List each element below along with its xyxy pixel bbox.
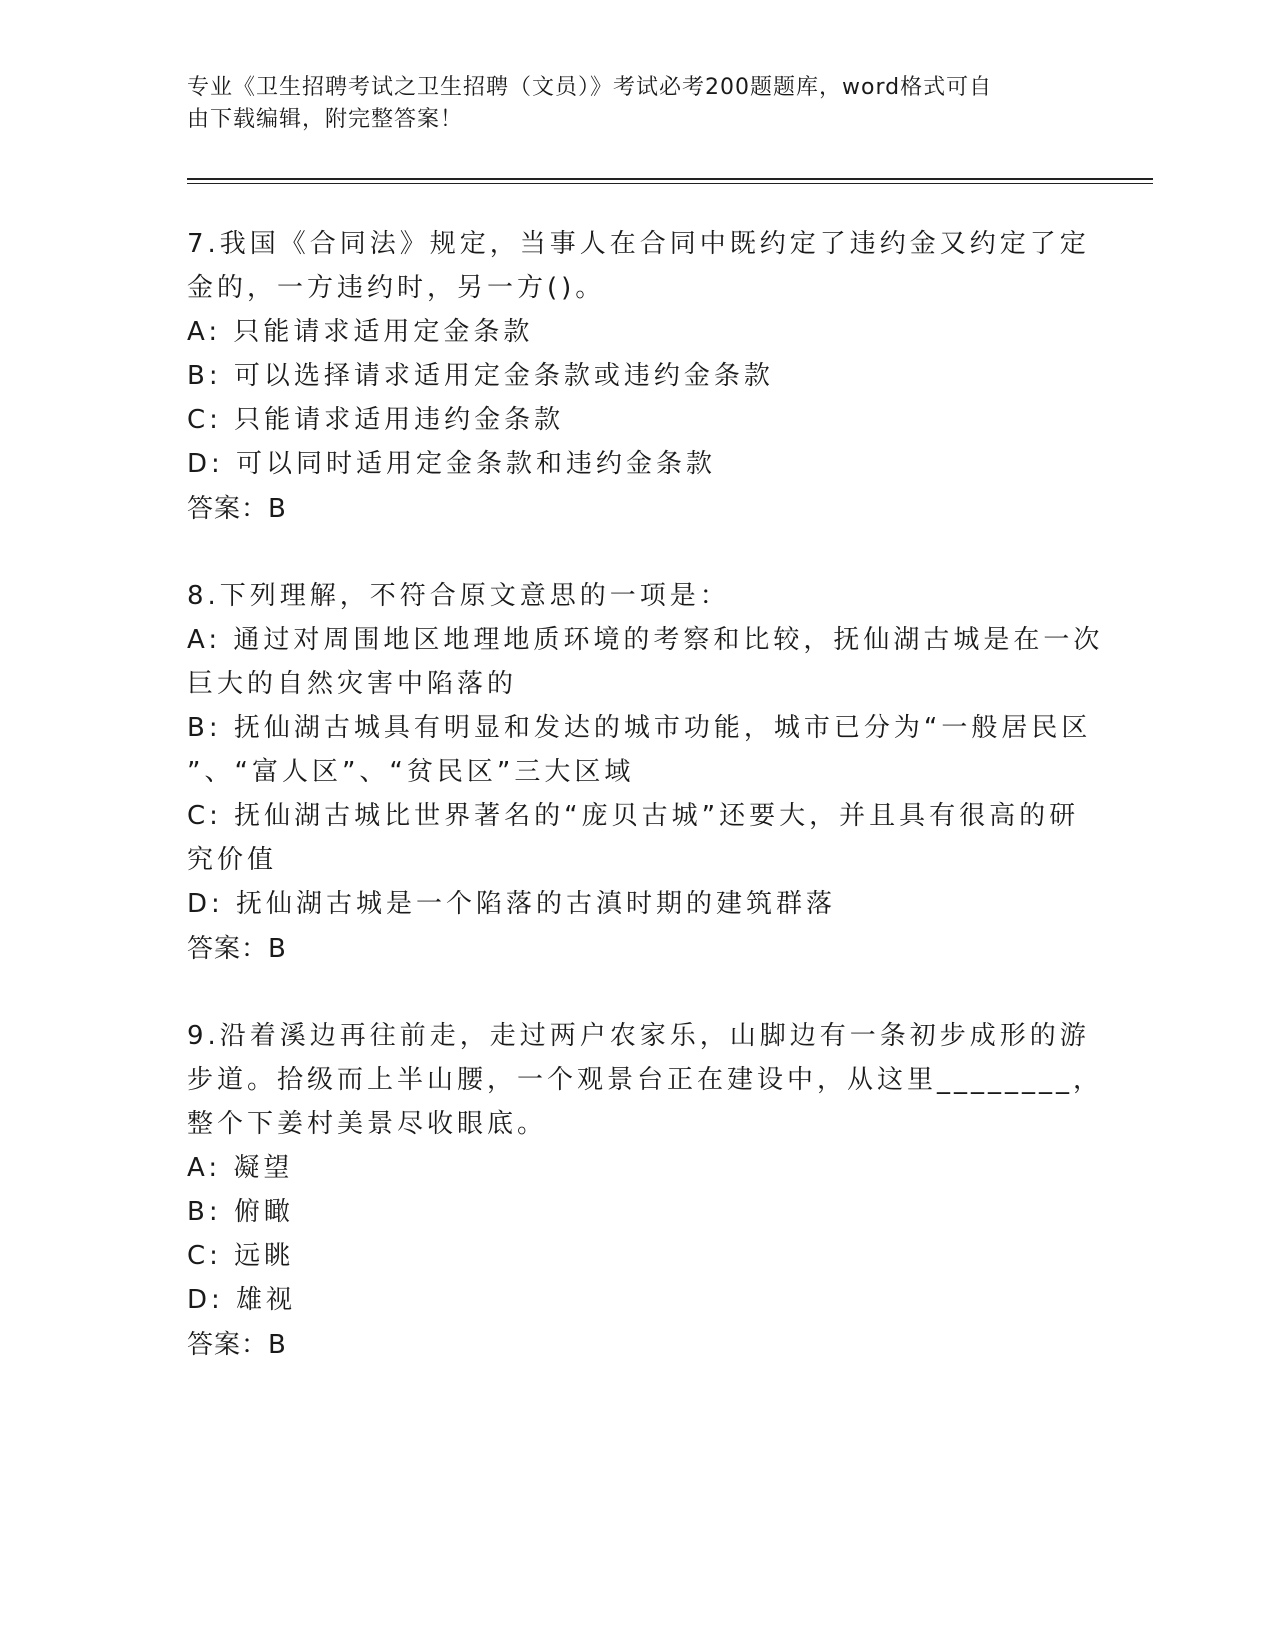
option-c: C: 只能请求适用违约金条款	[187, 405, 565, 435]
answer-label: 答案：B	[187, 1330, 287, 1360]
option-a: A: 凝望	[187, 1153, 294, 1183]
question-stem-line: 9.沿着溪边再往前走，走过两户农家乐，山脚边有一条初步成形的游	[187, 1021, 1090, 1051]
option-c-continued: 究价值	[187, 845, 278, 875]
question-stem-line: 步道。拾级而上半山腰，一个观景台正在建设中，从这里________，	[187, 1065, 1104, 1095]
option-b-continued: ”、“富人区”、“贫民区”三大区域	[187, 757, 635, 787]
question-stem-line: 金的，一方违约时，另一方()。	[187, 273, 606, 303]
option-b: B: 俯瞰	[187, 1197, 294, 1227]
header-line-2: 由下载编辑，附完整答案！	[187, 107, 464, 132]
option-b: B: 可以选择请求适用定金条款或违约金条款	[187, 361, 774, 391]
option-c: C: 远眺	[187, 1241, 295, 1271]
header-line-1: 专业《卫生招聘考试之卫生招聘（文员）》考试必考200题题库，word格式可自	[187, 75, 993, 100]
option-a: A: 只能请求适用定金条款	[187, 317, 534, 347]
option-d: D: 可以同时适用定金条款和违约金条款	[187, 449, 717, 479]
option-d: D: 抚仙湖古城是一个陷落的古滇时期的建筑群落	[187, 889, 837, 919]
option-b: B: 抚仙湖古城具有明显和发达的城市功能，城市已分为“一般居民区	[187, 713, 1092, 743]
answer-label: 答案：B	[187, 934, 287, 964]
question-stem-line: 8.下列理解，不符合原文意思的一项是：	[187, 581, 730, 611]
header-divider	[187, 178, 1153, 184]
answer-label: 答案：B	[187, 494, 287, 524]
option-d: D: 雄视	[187, 1285, 297, 1315]
option-a: A: 通过对周围地区地理地质环境的考察和比较，抚仙湖古城是在一次	[187, 625, 1104, 655]
question-stem-line: 整个下姜村美景尽收眼底。	[187, 1109, 548, 1139]
question-stem-line: 7.我国《合同法》规定，当事人在合同中既约定了违约金又约定了定	[187, 229, 1090, 259]
document-header	[187, 72, 1067, 136]
option-a-continued: 巨大的自然灾害中陷落的	[187, 669, 518, 699]
option-c: C: 抚仙湖古城比世界著名的“庞贝古城”还要大，并且具有很高的研	[187, 801, 1080, 831]
